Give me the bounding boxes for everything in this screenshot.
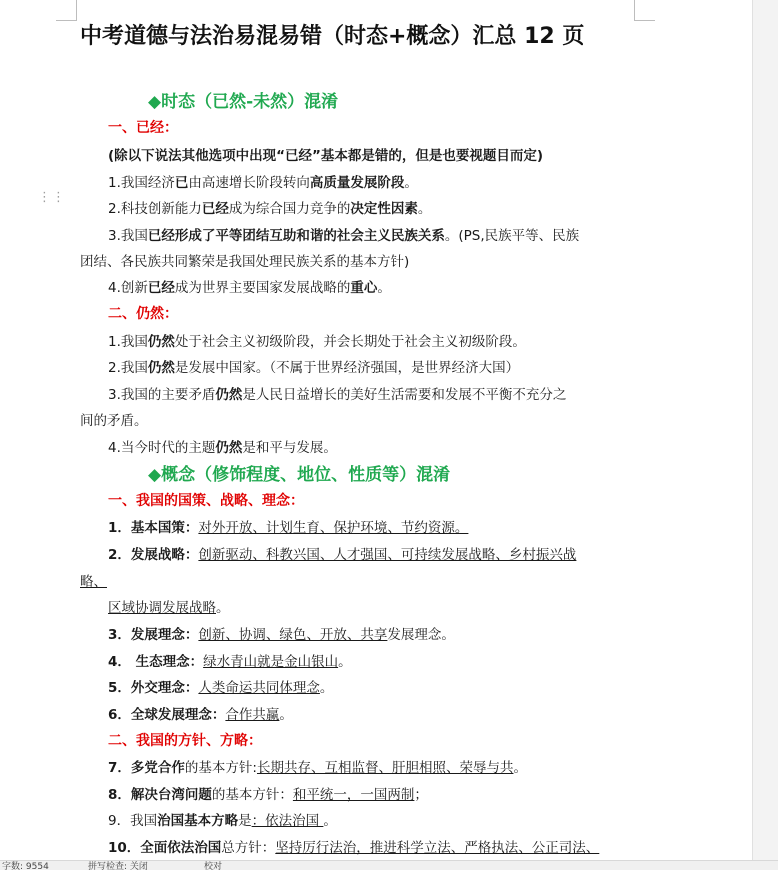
- subheading-guidelines: 二、我国的方针、方略：: [108, 733, 262, 749]
- subheading-policies: 一、我国的国策、战略、理念：: [108, 493, 304, 509]
- list-item: 1.我国经济已由高速增长阶段转向高质量发展阶段。: [108, 175, 418, 191]
- vertical-scrollbar[interactable]: [752, 0, 778, 869]
- list-item: 2.我国仍然是发展中国家。（不属于世界经济强国，是世界经济大国）: [108, 360, 520, 376]
- document-title: 中考道德与法治易混易错（时态+概念）汇总 12 页: [80, 24, 585, 49]
- page-corner-mark-left: [56, 0, 77, 21]
- list-item: 2.科技创新能力已经成为综合国力竞争的决定性因素。: [108, 201, 432, 217]
- list-item-continuation: 区域协调发展战略。: [108, 600, 230, 616]
- list-item: 4.当今时代的主题仍然是和平与发展。: [108, 440, 337, 456]
- list-item: 3．发展理念：创新、协调、绿色、开放、共享发展理念。: [108, 627, 455, 643]
- list-item: 4． 生态理念：绿水青山就是金山银山。: [108, 654, 352, 670]
- list-item: 7．多党合作的基本方针:长期共存、互相监督、肝胆相照、荣辱与共。: [108, 760, 527, 776]
- subheading-already: 一、已经：: [108, 120, 178, 136]
- list-item: 3.我国已经形成了平等团结互助和谐的社会主义民族关系。(PS,民族平等、民族: [108, 228, 580, 244]
- spell-check-status[interactable]: 拼写检查: 关闭: [88, 862, 148, 870]
- list-item: 4.创新已经成为世界主要国家发展战略的重心。: [108, 280, 391, 296]
- note-line: (除以下说法其他选项中出现“已经”基本都是错的，但是也要视题目而定): [108, 148, 544, 164]
- proofread-button[interactable]: 校对: [204, 862, 223, 870]
- page-corner-mark-right: [634, 0, 655, 21]
- section-heading-tense: ◆时态（已然-未然）混淆: [148, 92, 339, 112]
- list-item-continuation: 团结、各民族共同繁荣是我国处理民族关系的基本方针): [80, 254, 410, 270]
- word-count[interactable]: 字数: 9554: [2, 862, 49, 870]
- list-item: 1．基本国策：对外开放、计划生育、保护环境、节约资源。: [108, 520, 469, 536]
- section-heading-concept: ◆概念（修饰程度、地位、性质等）混淆: [148, 465, 451, 485]
- subheading-still: 二、仍然：: [108, 306, 178, 322]
- list-item: 1.我国仍然处于社会主义初级阶段，并会长期处于社会主义初级阶段。: [108, 334, 526, 350]
- list-item: 8．解决台湾问题的基本方针：和平统一，一国两制；: [108, 787, 428, 803]
- list-item: 2．发展战略：创新驱动、科教兴国、人才强国、可持续发展战略、乡村振兴战: [108, 547, 577, 563]
- list-item-continuation: 略、: [80, 574, 107, 590]
- list-item: 9．我国治国基本方略是：依法治国 。: [108, 813, 337, 829]
- list-item: 6．全球发展理念：合作共赢。: [108, 707, 293, 723]
- drag-handle-icon[interactable]: ⋮⋮: [38, 190, 66, 205]
- list-item: 3.我国的主要矛盾仍然是人民日益增长的美好生活需要和发展不平衡不充分之: [108, 387, 567, 403]
- list-item: 10．全面依法治国总方针：坚持厉行法治，推进科学立法、严格执法、公正司法、: [108, 840, 600, 856]
- list-item: 5．外交理念：人类命运共同体理念。: [108, 680, 334, 696]
- list-item-continuation: 间的矛盾。: [80, 413, 148, 429]
